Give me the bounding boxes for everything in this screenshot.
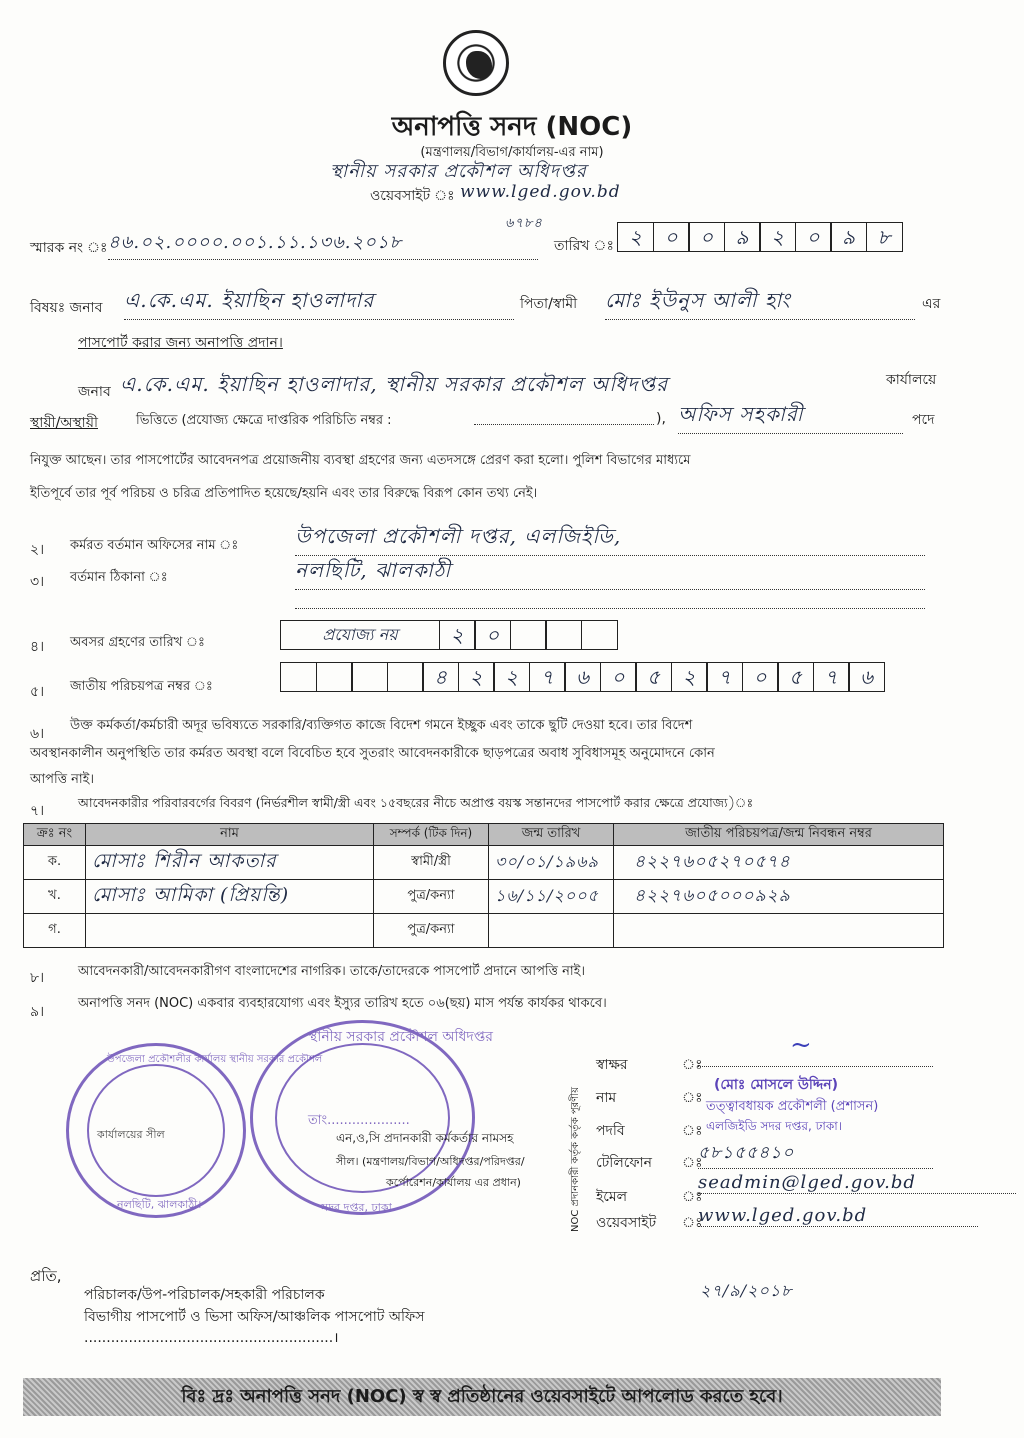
item6-line1: উক্ত কর্মকর্তা/কর্মচারী অদূর ভবিষ্যতে সরকারি/ব্যক্তিগত কাজে বিদেশ গমনে ইচ্ছুক এবং তাকে ছুটি দেওয়া হবে। তার বিদেশ bbox=[70, 718, 693, 733]
nid-digit: ৬ bbox=[848, 662, 885, 692]
to-label: প্রতি, bbox=[30, 1267, 62, 1285]
official-id-line bbox=[474, 424, 654, 425]
nid-digit: ২ bbox=[493, 662, 530, 692]
item6-line2: অবস্থানকালীন অনুপস্থিতি তার কর্মরত অবস্থা বলে বিবেচিত হবে সুতরাং আবেদনকারীকে ছাড়পত্রের অবাধ সুবিধাসমূহ অনুমোদনে কোন bbox=[30, 746, 715, 761]
date-digit: ২ bbox=[617, 222, 654, 252]
nid-digit: ২ bbox=[671, 662, 708, 692]
web-value: www.lged.gov.bd bbox=[698, 1205, 978, 1227]
nid-label: জাতীয় পরিচয়পত্র নম্বর ঃ bbox=[70, 679, 213, 694]
dob: ১৬/১১/২০০৫ bbox=[489, 880, 614, 914]
government-seal bbox=[443, 30, 509, 96]
nid: ৪২২৭৬০৫০০০৯২৯ bbox=[614, 880, 944, 914]
to-line2: বিভাগীয় পাসপোর্ট ও ভিসা অফিস/আঞ্চলিক পাসপোট অফিস bbox=[84, 1309, 425, 1325]
page-title: অনাপত্তি সনদ (NOC) bbox=[391, 112, 633, 142]
item-number: ৪। bbox=[30, 639, 45, 655]
applicant-name: এ.কে.এম. ইয়াছিন হাওলাদার bbox=[124, 286, 514, 320]
row-no: ক. bbox=[24, 846, 86, 880]
relation: পুত্র/কন্যা bbox=[374, 914, 489, 948]
office-stamp: এলজিইডি সদর দপ্তর, ঢাকা। bbox=[706, 1119, 843, 1133]
date-label: তারিখ ঃ bbox=[554, 238, 614, 254]
col-header: নাম bbox=[86, 824, 374, 846]
nid bbox=[614, 914, 944, 948]
nid-digit: ৫ bbox=[777, 662, 814, 692]
authority-line1: এন,ও,সি প্রদানকারী কর্মকর্তার নামসহ bbox=[336, 1131, 514, 1145]
relation: স্বামী/স্ত্রী bbox=[374, 846, 489, 880]
stamp-center-text: তাং.................... bbox=[308, 1113, 410, 1128]
date-digit: ০ bbox=[653, 222, 690, 252]
item-number: ৭। bbox=[30, 803, 45, 819]
karjaloye-text: কার্যালয়ে bbox=[886, 372, 937, 388]
designation: অফিস সহকারী bbox=[678, 400, 903, 434]
nid-digit bbox=[316, 662, 353, 692]
stamp-ring-text: স্থানীয় সরকার প্রকৌশল অধিদপ্তর bbox=[308, 1029, 493, 1045]
item7-text: আবেদনকারীর পরিবারবর্গের বিবরণ (নির্ভরশীল স্বামী/স্ত্রী এবং ১৫বছরের নীচে অপ্রাপ্ত বয়স্ক সন্তানদের পাসপোর্ট করার ক্ষেত্রে প্রযোজ্য)ঃ bbox=[78, 795, 754, 810]
item-number: ৮। bbox=[30, 970, 45, 986]
member-name: মোসাঃ আমিকা (প্রিয়ন্তি) bbox=[86, 880, 374, 914]
retire-box bbox=[545, 620, 582, 650]
nid-digit: ২ bbox=[458, 662, 495, 692]
authority-line3: কর্পোরেশন/কার্যালয় এর প্রধান) bbox=[386, 1176, 521, 1189]
post-label: পদবি bbox=[596, 1123, 625, 1139]
retire-box: প্রযোজ্য নয় bbox=[280, 620, 440, 650]
row-no: গ. bbox=[24, 914, 86, 948]
col-header: ক্রঃ নং bbox=[24, 824, 86, 846]
bangladesh-map-icon bbox=[466, 51, 492, 79]
item9-text: অনাপত্তি সনদ (NOC) একবার ব্যবহারযোগ্য এবং ইস্যুর তারিখ হতে ০৬(ছয়) মাস পর্যন্ত কার্যকর থাকবে। bbox=[78, 996, 607, 1011]
member-name: মোসাঃ শিরীন আকতার bbox=[86, 846, 374, 880]
stamp-bottom-text: নলছিটি, ঝালকাঠী। bbox=[117, 1198, 202, 1211]
colon: ঃ bbox=[682, 1123, 703, 1139]
item-number: ৯। bbox=[30, 1004, 45, 1020]
stamp-center-text: কার্যালয়ের সীল bbox=[97, 1128, 165, 1141]
colon: ঃ bbox=[682, 1090, 703, 1106]
nid-digit bbox=[280, 662, 317, 692]
office-value: উপজেলা প্রকৌশলী দপ্তর, এলজিইডি, bbox=[295, 522, 925, 556]
nid-digit: ০ bbox=[600, 662, 637, 692]
signature-label: স্বাক্ষর bbox=[596, 1057, 628, 1073]
colon: ঃ bbox=[682, 1215, 703, 1231]
date-digit: ৯ bbox=[830, 222, 867, 252]
subtitle: (মন্ত্রণালয়/বিভাগ/কার্যালয়-এর নাম) bbox=[420, 145, 604, 160]
pode-text: পদে bbox=[912, 412, 935, 428]
item6-line3: আপত্তি নাই। bbox=[30, 772, 95, 787]
nid-digit: ৬ bbox=[564, 662, 601, 692]
memo-label: স্মারক নং ঃ bbox=[30, 240, 108, 256]
subject-label: বিষয়ঃ জনাব bbox=[30, 300, 103, 316]
er-text: এর bbox=[922, 296, 941, 312]
stamp-bottom-text: সদর দপ্তর, ঢাকা bbox=[321, 1201, 392, 1214]
website-value: www.lged.gov.bd bbox=[460, 182, 621, 202]
subject-line: পাসপোর্ট করার জন্য অনাপত্তি প্রদান। bbox=[78, 335, 283, 351]
name-office: এ.কে.এম. ইয়াছিন হাওলাদার, স্থানীয় সরকার প্রকৌশল অধিদপ্তর bbox=[120, 372, 669, 396]
family-table bbox=[23, 823, 944, 948]
phone-value: ৫৮১৫৫৪১০ bbox=[698, 1140, 933, 1169]
memo-number: ৪৬.০২.০০০০.০০১.১১.১৩৬.২০১৮ bbox=[108, 228, 538, 260]
father-label: পিতা/স্বামী bbox=[520, 296, 578, 312]
nid-digit: ০ bbox=[742, 662, 779, 692]
nid-boxes bbox=[280, 662, 884, 692]
col-header: সম্পর্ক (টিক দিন) bbox=[374, 824, 489, 846]
address-label: বর্তমান ঠিকানা ঃ bbox=[70, 570, 168, 585]
name-stamp: (মোঃ মোসলে উদ্দিন) bbox=[714, 1077, 838, 1093]
phone-label: টেলিফোন bbox=[596, 1155, 653, 1171]
office-seal-stamp bbox=[66, 1043, 323, 1218]
retire-box: ২ bbox=[439, 620, 476, 650]
retire-box bbox=[510, 620, 547, 650]
permanent-text: ভিত্তিতে (প্রযোজ্য ক্ষেত্রে দাপ্তরিক পরিচিতি নম্বর : bbox=[136, 413, 392, 428]
col-header: জাতীয় পরিচয়পত্র/জন্ম নিবন্ধন নম্বর bbox=[614, 824, 944, 846]
nid-digit: ৭ bbox=[813, 662, 850, 692]
nid-digit bbox=[387, 662, 424, 692]
authority-line2: সীল। (মন্ত্রণালয়/বিভাগ/অধিদপ্তর/পরিদপ্তর/ bbox=[336, 1155, 525, 1168]
item-number: ৬। bbox=[30, 726, 45, 742]
date-digit: ০ bbox=[795, 222, 832, 252]
item-number: ৫। bbox=[30, 684, 45, 700]
table-row bbox=[24, 914, 944, 948]
date-digit: ২ bbox=[759, 222, 796, 252]
stamp-ring-text: উপজেলা প্রকৌশলীর কার্যালয় স্থানীয় সরকার প্রকৌশল bbox=[107, 1054, 323, 1065]
member-name bbox=[86, 914, 374, 948]
date-digit: ৮ bbox=[866, 222, 903, 252]
signature-line bbox=[698, 1066, 933, 1067]
memo-suffix: ৬৭৮৪ bbox=[505, 216, 543, 231]
address-line-2 bbox=[295, 608, 925, 609]
vertical-label: NOC প্রদানকারী কর্তৃক কর্তৃক পূরণীয় bbox=[570, 1087, 581, 1232]
nid-digit: ৭ bbox=[529, 662, 566, 692]
item-number: ৩। bbox=[30, 574, 45, 590]
dob bbox=[489, 914, 614, 948]
initial-date: ২৭/৯/২০১৮ bbox=[700, 1281, 793, 1300]
to-line1: পরিচালক/উপ-পরিচালক/সহকারী পরিচালক bbox=[84, 1287, 325, 1303]
office-label: কর্মরত বর্তমান অফিসের নাম ঃ bbox=[70, 538, 239, 553]
paragraph-1: নিযুক্ত আছেন। তার পাসপোর্টের আবেদনপত্র প্রয়োজনীয় ব্যবস্থা গ্রহণের জন্য এতদসঙ্গে প্রেরণ করা হলো। পুলিশ বিভাগের মাধ্যমে bbox=[30, 453, 691, 468]
nid-digit: ৫ bbox=[635, 662, 672, 692]
row-no: খ. bbox=[24, 880, 86, 914]
to-line3: ........................................................। bbox=[84, 1330, 339, 1346]
date-boxes bbox=[617, 222, 901, 252]
janab-label: জনাব bbox=[78, 384, 111, 400]
email-value: seadmin@lged.gov.bd bbox=[698, 1172, 1016, 1194]
retire-boxes bbox=[280, 620, 616, 650]
item-number: ২। bbox=[30, 542, 45, 558]
date-digit: ৯ bbox=[724, 222, 761, 252]
table-row bbox=[24, 846, 944, 880]
paragraph-2: ইতিপূর্বে তার পূর্ব পরিচয় ও চরিত্র প্রতিপাদিত হয়েছে/হয়নি এবং তার বিরুদ্ধে বিরূপ কোন তথ্য নেই। bbox=[30, 486, 538, 501]
permanent-label: স্থায়ী/অস্থায়ী bbox=[30, 415, 98, 431]
office-name: স্থানীয় সরকার প্রকৌশল অধিদপ্তর bbox=[330, 161, 587, 182]
colon: ঃ bbox=[682, 1057, 703, 1073]
retire-label: অবসর গ্রহণের তারিখ ঃ bbox=[70, 635, 205, 650]
post-stamp: তত্ত্বাবধায়ক প্রকৌশলী (প্রশাসন) bbox=[706, 1099, 879, 1114]
retire-box bbox=[581, 620, 618, 650]
table-header-row bbox=[24, 824, 944, 846]
colon: ঃ bbox=[682, 1155, 703, 1171]
father-name: মোঃ ইউনুস আলী হাং bbox=[605, 286, 915, 320]
colon: ঃ bbox=[682, 1189, 703, 1205]
nid-digit bbox=[351, 662, 388, 692]
col-header: জন্ম তারিখ bbox=[489, 824, 614, 846]
date-digit: ০ bbox=[688, 222, 725, 252]
name-label: নাম bbox=[596, 1090, 617, 1106]
item8-text: আবেদনকারী/আবেদনকারীগণ বাংলাদেশের নাগরিক। তাকে/তাদেরকে পাসপোর্ট প্রদানে আপত্তি নাই। bbox=[78, 964, 586, 979]
nid-digit: ৪ bbox=[422, 662, 459, 692]
table-row bbox=[24, 880, 944, 914]
website-label: ওয়েবসাইট ঃ bbox=[370, 188, 455, 204]
web-label: ওয়েবসাইট bbox=[596, 1215, 657, 1231]
footer-note: বিঃ দ্রঃ অনাপত্তি সনদ (NOC) স্ব স্ব প্রতিষ্ঠানের ওয়েবসাইটে আপলোড করতে হবে। bbox=[23, 1378, 941, 1416]
dob: ৩০/০১/১৯৬৯ bbox=[489, 846, 614, 880]
address-value: নলছিটি, ঝালকাঠী bbox=[295, 556, 925, 590]
nid: ৪২২৭৬০৫২৭০৫৭৪ bbox=[614, 846, 944, 880]
email-label: ইমেল bbox=[596, 1189, 628, 1205]
retire-box: ০ bbox=[474, 620, 511, 650]
relation: পুত্র/কন্যা bbox=[374, 880, 489, 914]
nid-digit: ৭ bbox=[706, 662, 743, 692]
signature-mark: ~ bbox=[790, 1030, 813, 1060]
